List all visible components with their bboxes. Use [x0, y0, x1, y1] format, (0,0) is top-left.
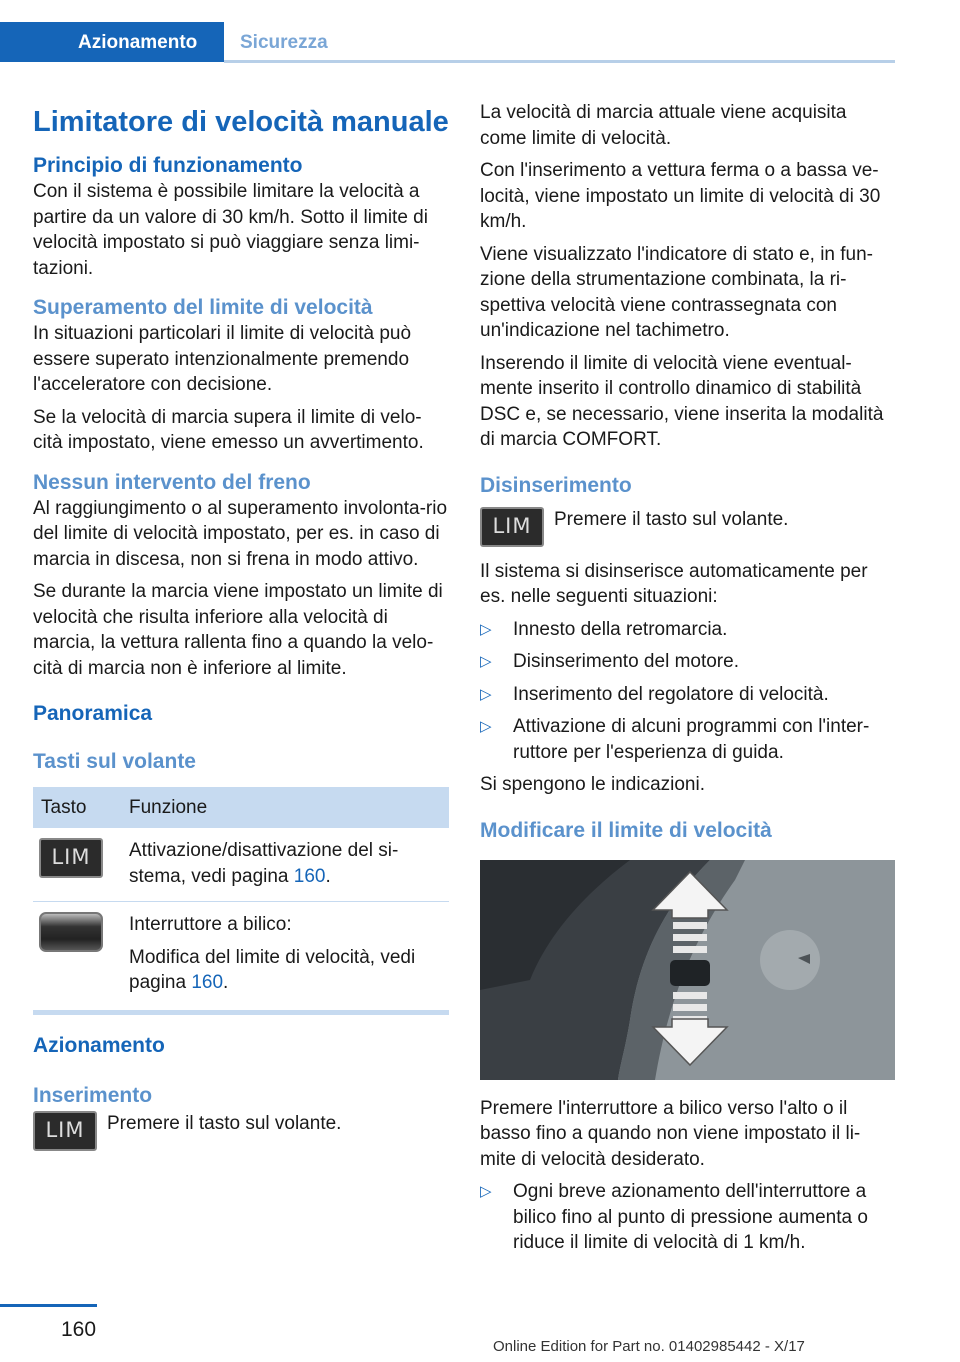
- paragraph-spengono: Si spengono le indicazioni.: [480, 774, 705, 795]
- paragraph-right-4: Inserendo il limite di velocità viene eventual‐mente inserito il controllo dinamico di stabilità DSC e, se necessario, viene inserita la modalità di marcia COMFORT.: [480, 352, 884, 450]
- lim-button-icon: LIM: [480, 507, 544, 547]
- footer-rule: [0, 1304, 97, 1307]
- paragraph-modificare: Premere l'interruttore a bilico verso l'alto o il basso fino a quando non viene impostato il li‐mite di velocità desiderato.: [480, 1097, 861, 1170]
- paragraph-inserimento: Premere il tasto sul volante.: [107, 1112, 342, 1134]
- tab-sicurezza[interactable]: Sicurezza: [240, 32, 328, 53]
- heading-panoramica: Panoramica: [33, 702, 153, 725]
- heading-freno: Nessun intervento del freno: [33, 470, 311, 494]
- heading-superamento: Superamento del limite di velocità: [33, 296, 373, 319]
- list-item: ▷ Attivazione di alcuni programmi con l'inter‐ruttore per l'esperienza di guida.: [480, 714, 896, 765]
- paragraph-freno-2: Se durante la marcia viene impostato un limite di velocità che risulta inferiore alla velocità di marcia, la vettura rallenta fino a quando la velo‐cità di marcia non è inferiore al limite.: [33, 581, 443, 679]
- inserimento-key-row: [33, 1111, 449, 1151]
- paragraph-right-3: Viene visualizzato l'indicatore di stato e, in fun‐zione della strumentazione combinata, la ri‐spettiva velocità viene contrassegnata con un'indicazione nel tachimetro.: [480, 243, 873, 341]
- tab-azionamento[interactable]: Azionamento: [0, 22, 224, 62]
- bullet-list: [480, 617, 896, 766]
- list-item: ▷ Innesto della retromarcia.: [480, 617, 896, 643]
- heading-principio: Principio di funzionamento: [33, 154, 303, 177]
- left-column: [33, 100, 449, 1163]
- paragraph-freno-1: Al raggiungimento o al superamento involonta‐rio del limite di velocità impostato, per es. in caso di marcia in discesa, non si frena in modo attivo.: [33, 497, 448, 570]
- heading-disinserimento: Disinserimento: [480, 473, 632, 497]
- disinserimento-key-row: [480, 507, 896, 547]
- right-column: [480, 100, 896, 1263]
- table-header-row: [33, 787, 449, 828]
- paragraph-principio: Con il sistema è possibile limitare la velocità a partire da un valore di 30 km/h. Sotto il limite di velocità impostato si può viaggiare senza limi‐tazioni.: [33, 181, 428, 279]
- lim-button-icon: LIM: [33, 1111, 97, 1151]
- column-header-funzione: Funzione: [117, 787, 449, 828]
- paragraph-superamento-1: In situazioni particolari il limite di velocità può essere superato intenzionalmente premendo l'acceleratore con decisione.: [33, 323, 412, 395]
- list-item: ▷ Inserimento del regolatore di velocità.: [480, 682, 896, 708]
- paragraph-superamento-2: Se la velocità di marcia supera il limite di velo‐cità impostato, viene emesso un avvertimento.: [33, 406, 424, 453]
- heading-azionamento: Azionamento: [33, 1033, 165, 1057]
- heading-modificare: Modificare il limite di velocità: [480, 818, 772, 842]
- heading-inserimento: Inserimento: [33, 1083, 153, 1107]
- column-header-tasto: Tasto: [33, 787, 117, 828]
- tab-underline: [224, 60, 895, 63]
- header-tabs: [0, 22, 895, 62]
- edition-note: Online Edition for Part no. 01402985442 - X/17: [493, 1338, 805, 1355]
- bullet-list-modificare: [480, 1179, 896, 1256]
- page-link[interactable]: 160: [191, 972, 224, 993]
- heading-tasti: Tasti sul volante: [33, 750, 196, 773]
- table-cell-text: Interruttore a bilico:: [129, 914, 292, 935]
- table-row: Interruttore a bilico: Modifica del limite di velocità, vedi pagina 160.: [33, 902, 449, 1008]
- list-item: ▷ Ogni breve azionamento dell'interruttore a bilico fino al punto di pressione aumenta o riduce il limite di velocità di 1 km/h.: [480, 1179, 896, 1256]
- keys-table: [33, 787, 449, 1008]
- table-row: LIM Attivazione/disattivazione del si‐stema, vedi pagina 160.: [33, 828, 449, 902]
- paragraph-disinserimento: Premere il tasto sul volante.: [554, 508, 789, 530]
- page-number: 160: [61, 1318, 97, 1341]
- paragraph-auto: Il sistema si disinserisce automaticamente per es. nelle seguenti situazioni:: [480, 560, 868, 607]
- table-cell-text: Attivazione/disattivazione del si‐stema, vedi pagina: [129, 840, 399, 887]
- page-link[interactable]: 160: [293, 865, 326, 887]
- rocker-switch-icon: [39, 912, 103, 952]
- paragraph-right-2: Con l'inserimento a vettura ferma o a bassa ve‐locità, viene impostato un limite di velocità di 30 km/h.: [480, 160, 881, 232]
- lim-button-icon: LIM: [39, 838, 103, 878]
- paragraph-right-1: La velocità di marcia attuale viene acquisita come limite di velocità.: [480, 102, 847, 149]
- page-title: Limitatore di velocità manuale: [33, 106, 449, 138]
- steering-wheel-photo: [480, 860, 895, 1080]
- table-bottom-rule: [33, 1010, 449, 1015]
- table-cell-text: Modifica del limite di velocità, vedi pagina: [129, 946, 416, 993]
- list-item: ▷ Disinserimento del motore.: [480, 649, 896, 675]
